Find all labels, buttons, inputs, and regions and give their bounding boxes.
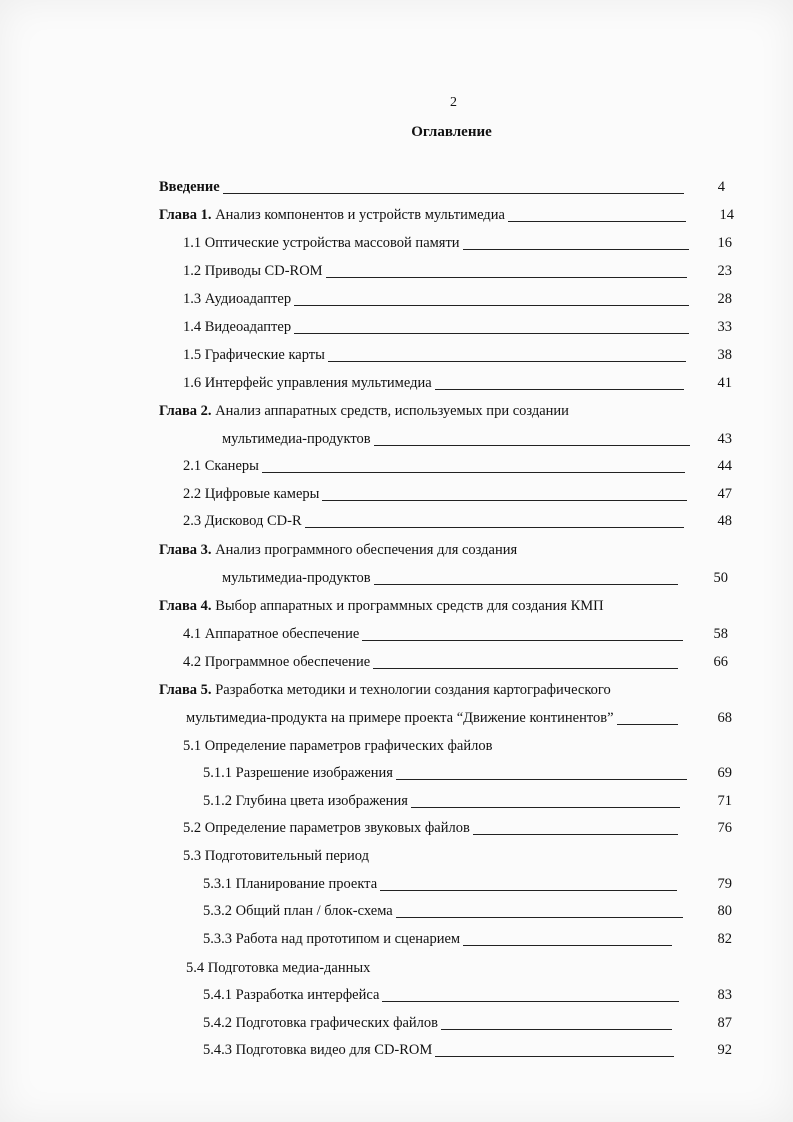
toc-entry-text: 1.4 Видеоадаптер (183, 319, 292, 335)
toc-entry-text: Выбор аппаратных и программных средств для создания КМП (211, 598, 604, 614)
toc-entry (0, 347, 793, 369)
toc-entry (0, 931, 793, 953)
toc-entry-title (183, 263, 323, 280)
toc-leader-line (508, 221, 686, 222)
toc-page-number: 66 (713, 654, 728, 670)
toc-entry-text: 5.3 Подготовительный период (183, 848, 370, 864)
toc-leader-line (294, 333, 689, 334)
toc-entry (0, 987, 793, 1009)
toc-entry-text: мультимедиа-продуктов (222, 431, 371, 447)
toc-page-number: 83 (717, 987, 732, 1003)
toc-page-number: 16 (717, 235, 732, 251)
toc-leader-line (435, 389, 684, 390)
toc-leader-line (326, 277, 687, 278)
toc-leader-line (374, 584, 678, 585)
toc-page-number: 50 (713, 570, 728, 586)
toc-entry-text: 1.6 Интерфейс управления мультимедиа (183, 375, 432, 391)
toc-entry-title (183, 848, 369, 865)
toc-leader-line (463, 249, 689, 250)
toc-entry (0, 903, 793, 925)
toc-page-number: 76 (717, 820, 732, 836)
toc-leader-line (362, 640, 683, 641)
toc-entry (0, 960, 793, 982)
toc-page-number: 44 (717, 458, 732, 474)
toc-leader-line (294, 305, 689, 306)
toc-entry-title (203, 793, 408, 810)
toc-page-number: 92 (717, 1042, 732, 1058)
toc-page-number: 14 (719, 207, 734, 223)
toc-entry-title (159, 179, 220, 196)
toc-entry-text: 5.1 Определение параметров графических файлов (183, 738, 493, 754)
toc-entry (0, 738, 793, 760)
toc-page-number: 41 (717, 375, 732, 391)
page-title: Оглавление (411, 124, 492, 140)
toc-leader-line (373, 668, 678, 669)
toc-entry-text: Анализ компонентов и устройств мультимедиа (211, 207, 505, 223)
toc-entry (0, 263, 793, 285)
toc-entry-text: мультимедиа-продукта на примере проекта “Движение континентов” (186, 710, 614, 726)
toc-leader-line (617, 724, 678, 725)
toc-entry-text: 5.3.2 Общий план / блок-схема (203, 903, 393, 919)
toc-entry-title (183, 347, 325, 364)
toc-entry (0, 626, 793, 648)
toc-entry-title (183, 375, 432, 392)
toc-leader-line (305, 527, 684, 528)
toc-entry (0, 876, 793, 898)
toc-entry-text: 5.2 Определение параметров звуковых файлов (183, 820, 470, 836)
toc-entry-title (159, 403, 569, 420)
toc-entry (0, 207, 793, 229)
toc-entry (0, 710, 793, 732)
toc-entry (0, 403, 793, 425)
toc-entry-title (183, 513, 302, 530)
toc-entry (0, 542, 793, 564)
toc-leader-line (411, 807, 680, 808)
toc-entry-title (183, 820, 470, 837)
toc-entry-title (159, 682, 611, 699)
toc-entry-title (203, 876, 377, 893)
toc-entry-title (186, 710, 614, 727)
toc-entry (0, 431, 793, 453)
toc-entry-title (203, 1015, 438, 1032)
toc-entry-title (186, 960, 370, 977)
toc-entry-title (222, 570, 371, 587)
toc-entry (0, 1042, 793, 1064)
toc-page-number: 69 (717, 765, 732, 781)
toc-entry-text: 5.4.1 Разработка интерфейса (203, 987, 380, 1003)
toc-entry-prefix: Введение (159, 179, 220, 195)
toc-entry-title (183, 654, 370, 671)
toc-page-number: 23 (717, 263, 732, 279)
toc-entry-text: Анализ аппаратных средств, используемых при создании (211, 403, 569, 419)
toc-entry-text: 5.4 Подготовка медиа-данных (186, 960, 371, 976)
toc-entry (0, 179, 793, 201)
toc-page-number: 79 (717, 876, 732, 892)
toc-entry-title (183, 626, 359, 643)
toc-entry-prefix: Глава 5. (159, 682, 212, 698)
toc-page-number: 4 (717, 179, 725, 195)
toc-page-number: 48 (717, 513, 732, 529)
toc-leader-line (396, 779, 687, 780)
toc-entry (0, 765, 793, 787)
toc-entry-title (203, 931, 460, 948)
toc-entry-text: 2.3 Дисковод CD-R (183, 513, 302, 529)
toc-entry-text: 1.3 Аудиоадаптер (183, 291, 292, 307)
toc-entry-text: 5.3.3 Работа над прототипом и сценарием (203, 931, 461, 947)
toc-entry-text: 1.2 Приводы CD-ROM (183, 263, 323, 279)
toc-leader-line (380, 890, 677, 891)
toc-leader-line (223, 193, 684, 194)
toc-entry-prefix: Глава 1. (159, 207, 212, 223)
toc-leader-line (435, 1056, 674, 1057)
toc-leader-line (322, 500, 687, 501)
toc-leader-line (262, 472, 685, 473)
toc-entry-title (183, 486, 319, 503)
toc-entry-title (203, 765, 393, 782)
toc-page-number: 80 (717, 903, 732, 919)
toc-leader-line (463, 945, 672, 946)
toc-page-number: 71 (717, 793, 732, 809)
toc-entry (0, 598, 793, 620)
toc-entry-title (159, 598, 604, 615)
toc-entry-text: 4.2 Программное обеспечение (183, 654, 371, 670)
toc-entry-title (183, 291, 291, 308)
toc-page-number: 47 (717, 486, 732, 502)
toc-page-number: 87 (717, 1015, 732, 1031)
toc-page-number: 58 (713, 626, 728, 642)
toc-entry (0, 458, 793, 480)
toc-entry-text: Анализ программного обеспечения для создания (211, 542, 518, 558)
toc-entry-text: 5.4.3 Подготовка видео для CD-ROM (203, 1042, 433, 1058)
toc-leader-line (382, 1001, 679, 1002)
toc-entry (0, 375, 793, 397)
toc-entry (0, 235, 793, 257)
toc-entry-title (203, 987, 379, 1004)
toc-entry (0, 291, 793, 313)
toc-entry-text: 2.2 Цифровые камеры (183, 486, 320, 502)
toc-entry-text: Разработка методики и технологии создания картографического (211, 682, 611, 698)
toc-entry-text: мультимедиа-продуктов (222, 570, 371, 586)
toc-entry-text: 1.5 Графические карты (183, 347, 325, 363)
toc-entry (0, 513, 793, 535)
toc-page-number: 38 (717, 347, 732, 363)
toc-entry (0, 570, 793, 592)
toc-entry-title (203, 903, 393, 920)
toc-page-number: 68 (717, 710, 732, 726)
toc-entry-title (159, 542, 517, 559)
toc-entry-prefix: Глава 4. (159, 598, 212, 614)
toc-entry (0, 319, 793, 341)
toc-entry-title (183, 458, 259, 475)
toc-leader-line (374, 445, 690, 446)
toc-entry-title (203, 1042, 432, 1059)
toc-page-number: 43 (717, 431, 732, 447)
toc-entry-title (183, 319, 291, 336)
toc-entry-title (183, 738, 492, 755)
toc-entry-text: 4.1 Аппаратное обеспечение (183, 626, 360, 642)
toc-page-number: 33 (717, 319, 732, 335)
toc-entry-prefix: Глава 3. (159, 542, 212, 558)
toc-entry-text: 5.3.1 Планирование проекта (203, 876, 378, 892)
toc-leader-line (396, 917, 683, 918)
toc-page-number: 82 (717, 931, 732, 947)
toc-page-number: 28 (717, 291, 732, 307)
toc-entry-text: 5.1.2 Глубина цвета изображения (203, 793, 408, 809)
toc-entry (0, 654, 793, 676)
toc-entry-text: 2.1 Сканеры (183, 458, 259, 474)
toc-entry-text: 1.1 Оптические устройства массовой памяти (183, 235, 460, 251)
toc-entry (0, 848, 793, 870)
toc-entry-text: 5.1.1 Разрешение изображения (203, 765, 393, 781)
toc-entry-title (222, 431, 371, 448)
toc-entry (0, 820, 793, 842)
toc-leader-line (441, 1029, 672, 1030)
toc-entry (0, 1015, 793, 1037)
toc-leader-line (328, 361, 686, 362)
toc-entry-title (183, 235, 460, 252)
toc-entry (0, 682, 793, 704)
toc-entry-title (159, 207, 505, 224)
toc-entry (0, 486, 793, 508)
toc-entry-text: 5.4.2 Подготовка графических файлов (203, 1015, 438, 1031)
toc-entry (0, 793, 793, 815)
toc-entry-prefix: Глава 2. (159, 403, 212, 419)
toc-leader-line (473, 834, 678, 835)
